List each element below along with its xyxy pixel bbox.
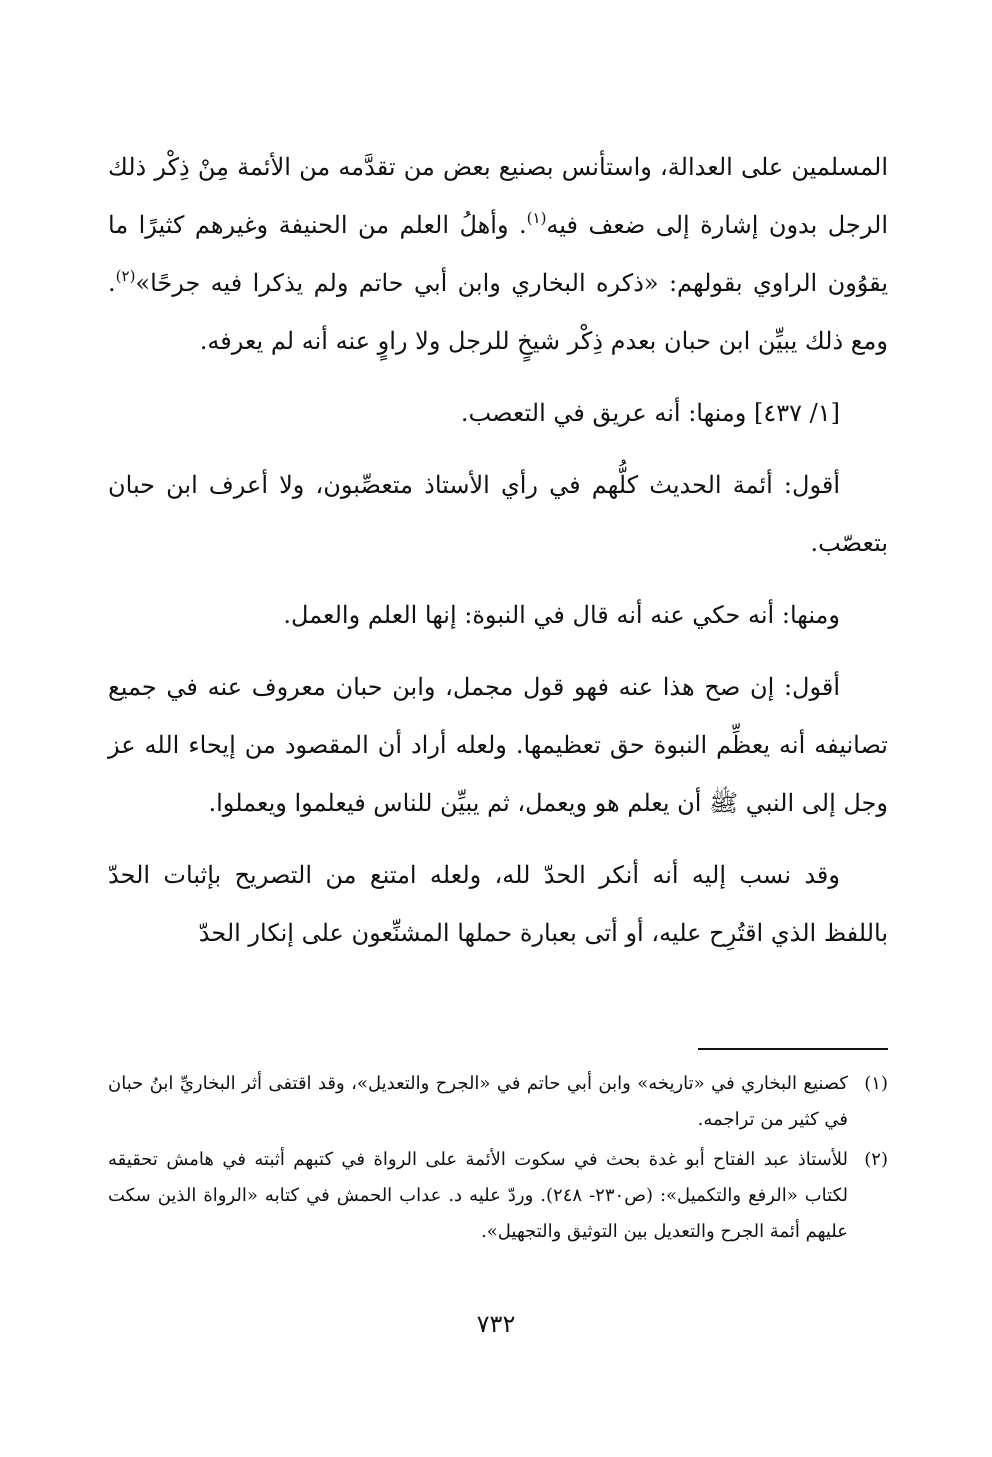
paragraph-1-text-after: . وأهلُ العلم من الحنيفة وغيرهم كثيرًا ما يقوُون الراوي بقولهم: «ذكره البخاري وابن أبي حاتم ولم يذكرا فيه جرحًا» — [108, 211, 889, 297]
paragraph-hadd: وقد نسب إليه أنه أنكر الحدّ لله، ولعله امتنع من التصريح بإثبات الحدّ باللفظ الذي اقتُرِح عليه، أو أتى بعبارة حملها المشنِّعون على إنكار الحدّ — [108, 861, 888, 947]
paragraph-1 — [108, 138, 888, 370]
footnote-2-number: (٢) — [864, 1149, 888, 1170]
footnotes — [108, 1066, 888, 1254]
page-number: ٧٣٢ — [476, 1310, 516, 1338]
footnote-ref-1: (١) — [526, 209, 547, 227]
paragraph-1-text-before: المسلمين على العدالة، واستأنس بصنيع بعض من تقدَّمه من الأئمة مِنْ ذِكْر ذلك الرجل بدون إشارة إلى ضعف فيه — [108, 153, 888, 239]
footnote-separator — [698, 1048, 888, 1050]
footnote-1-number: (١) — [864, 1073, 888, 1094]
paragraph-reply-1: أقول: أئمة الحديث كلُّهم في رأي الأستاذ متعصِّبون، ولا أعرف ابن حبان بتعصّب. — [108, 471, 888, 557]
paragraph-prophethood: ومنها: أنه حكي عنه أنه قال في النبوة: إنها العلم والعمل. — [283, 601, 840, 629]
footnote-ref-2: (٢) — [115, 267, 136, 285]
paragraph-reply-2: أقول: إن صح هذا عنه فهو قول مجمل، وابن حبان معروف عنه في جميع تصانيفه أنه يعظِّم النبوة حق تعظيمها. ولعله أراد أن المقصود من إيحاء الله عز وجل إلى النبي ﷺ أن يعلم هو ويعمل، ثم يبيِّن للناس فيعلموا ويعملوا. — [108, 673, 888, 817]
paragraph-heading-fanaticism: [١/ ٤٣٧] ومنها: أنه عريق في التعصب. — [460, 399, 840, 427]
main-text — [108, 138, 888, 976]
paragraph-1-continuation: . ومع ذلك يبيِّن ابن حبان بعدم ذِكْر شيخٍ للرجل ولا راوٍ عنه أنه لم يعرفه. — [108, 269, 888, 355]
footnote-2-text: للأستاذ عبد الفتاح أبو غدة بحث في سكوت الأئمة على الرواة في كتبهم أثبته في هامش تحقيقه لكتاب «الرفع والتكميل»: (ص٢٣٠- ٢٤٨). وردّ عليه د. عداب الحمش في كتابه «الرواة الذين سكت عليهم أئمة الجرح والتعديل بين التوثيق والتجهيل». — [108, 1149, 849, 1242]
footnote-2 — [108, 1142, 888, 1250]
footnote-1 — [108, 1066, 888, 1138]
footnote-1-text: كصنيع البخاري في «تاريخه» وابن أبي حاتم في «الجرح والتعديل»، وقد اقتفى أثر البخاريِّ ابنُ حبان في كثير من تراجمه. — [108, 1073, 848, 1130]
